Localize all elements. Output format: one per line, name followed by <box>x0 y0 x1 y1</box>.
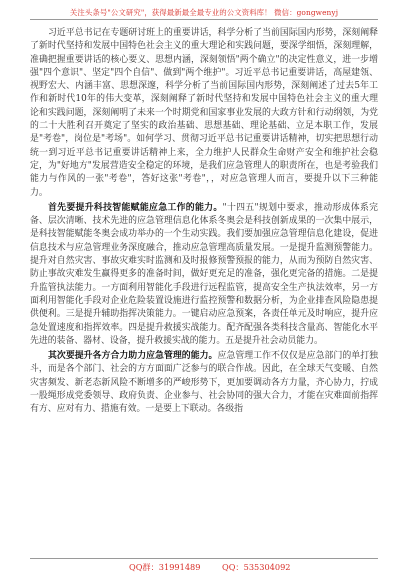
paragraph-lead: 首先要提升科技智能赋能应急工作的能力。 <box>48 202 223 213</box>
page-header: 关注头条号"公文研究"，获得最新最全最专业的公文资料库！ 微信：gongwenyj <box>69 8 339 17</box>
document-body <box>30 27 378 419</box>
paragraph-intro <box>30 27 378 200</box>
paragraph-text: 习近平总书记在专题研讨班上的重要讲话，科学分析了当前国际国内形势，深刻阐释了新时代坚持和发展中国特色社会主义的重大理论和实践问题，要深学细悟，深刻理解，准确把握重要讲话的核心要义、思想内涵，深刻领悟"两个确立"的决定性意义，进一步增强"四个意识"、坚定"四个自信"、做到"两个维护"。习近平总书记重要讲话，高屋建瓴、视野宏大、内涵丰富、思想深邃，科学分析了当前国际国内形势，深刻阐述了过去5年工作和新时代10年的伟大变革，深刻阐释了新时代坚持和发展中国特色社会主义的重大理论和实践问题，深刻阐明了未来一个时期党和国家事业发展的大政方针和行动纲领，为党的二十大胜利召开奠定了坚实的政治基础、思想基础、理论基础、立足本职工作，发展是"考卷"，岗位是"考场"。如何学习、贯彻习近平总书记重要讲话精神，切实把思想行动统一到习近平总书记重要讲话精神上来，全力维护人民群众生命财产安全和维护社会稳定，为"好地方"发展营造安全稳定的环境，是我们应急管理人的职责所在，也是考验我们能力与作风的一张"考卷"，答好这张"考卷"，，对应急管理人而言，要提升以下三种能力。 <box>30 28 378 198</box>
paragraph-text: 应急管理工作不仅仅是应急部门的单打独斗，而是各个部门、社会的方方面面广泛参与的联合作战。因此，在全球天气变暖、自然灾害频发、新老态新风险不断增多的严峻形势下，更加要调动各方力量，齐心协力，拧成一股绳形成党委领导、政府负责、企业参与、社会协同的强大合力，才能在灾难面前指挥有方、应对有力、措施有效。一是要上下联动。各级指 <box>30 351 378 415</box>
paragraph-joint-capability <box>30 350 378 416</box>
paragraph-tech-capability <box>30 202 378 348</box>
paragraph-lead: 其次要提升各方合力助力应急管理的能力。 <box>48 351 218 362</box>
footer-qq: QQ：535304092 <box>222 562 291 572</box>
footer-divider <box>30 558 378 559</box>
header-divider <box>30 19 378 20</box>
page-footer <box>0 562 408 574</box>
paragraph-text: "十四五"规划中要求，推动形成体系完备、层次清晰、技术先进的应急管理信息化体系冬奥会是科技创新成果的一次集中展示，是科技智能赋能冬奥会成功举办的一个生动实践。我们要加强应急管理信息化建设，促进信息技术与应急管理业务深度融合，推动应急管理高质量发展。一是提升监测预警能力。提升对自然灾害、事故灾难实时监测和及时报修预警预报的能力，从而为预防自然灾害、防止事故灾难发生赢得更多的准备时间，做好更充足的准备，强化更完备的措施。二是提升监管执法能力。一方面利用智能化手段进行远程监管，提高安全生产执法效率，另一方面利用智能化手段对企业危险装置设施进行监控预警和数据分析，为企业排查风险隐患提供便利。三是提升辅助指挥决策能力。一键启动应急预案，各责任单元及时响应，提升应急处置速度和指挥效率。四是提升救援实战能力。配齐配强各类科技含量高、智能化水平先进的装备、器材、设备，提升救援实战的能力。五是提升社会动员能力。 <box>30 202 379 346</box>
footer-qq-group: QQ群：31991489 <box>129 562 201 572</box>
